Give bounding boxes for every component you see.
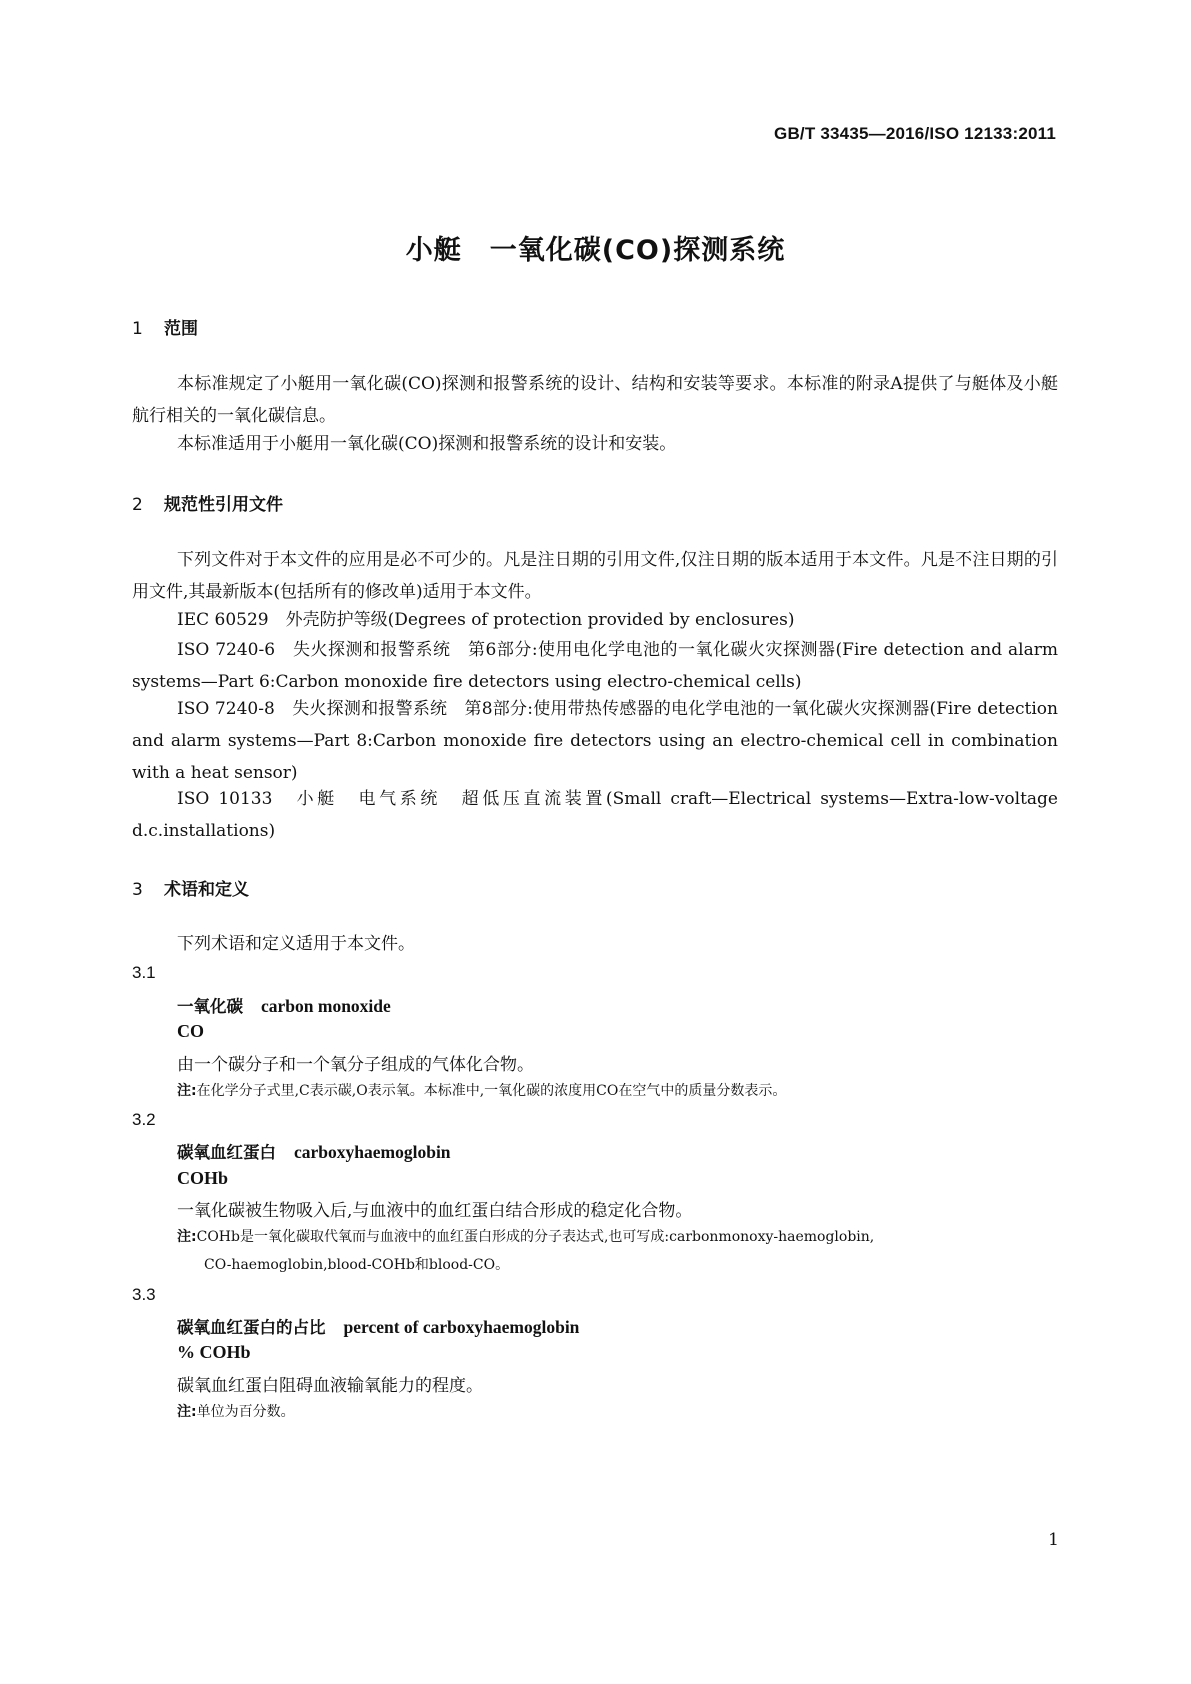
term-note bbox=[177, 1223, 1057, 1279]
term-abbreviation: COHb bbox=[177, 1168, 229, 1188]
references-intro: 下列文件对于本文件的应用是必不可少的。凡是注日期的引用文件,仅注日期的版本适用于本文件。凡是不注日期的引用文件,其最新版本(包括所有的修改单)适用于本文件。 bbox=[132, 550, 1058, 602]
section-title: 术语和定义 bbox=[164, 880, 249, 900]
term-abbreviation: CO bbox=[177, 1021, 204, 1041]
page-number: 1 bbox=[1048, 1530, 1059, 1550]
term-name bbox=[177, 993, 391, 1017]
section-1-heading bbox=[132, 314, 198, 339]
term-definition: 由一个碳分子和一个氧分子组成的气体化合物。 bbox=[177, 1055, 534, 1075]
term-note bbox=[177, 1077, 1057, 1105]
term-zh: 碳氧血红蛋白 bbox=[177, 1143, 276, 1162]
term-zh: 碳氧血红蛋白的占比 bbox=[177, 1318, 326, 1337]
scope-paragraph: 本标准规定了小艇用一氧化碳(CO)探测和报警系统的设计、结构和安装等要求。本标准的附录A提供了与艇体及小艇航行相关的一氧化碳信息。 bbox=[132, 374, 1058, 426]
term-number: 3.3 bbox=[132, 1285, 156, 1304]
section-number: 2 bbox=[132, 495, 143, 515]
term-note bbox=[177, 1398, 1057, 1426]
section-2-heading bbox=[132, 490, 283, 515]
note-label: 注: bbox=[177, 1229, 197, 1245]
term-abbreviation: % COHb bbox=[177, 1342, 251, 1362]
term-en: carboxyhaemoglobin bbox=[294, 1142, 451, 1162]
note-label: 注: bbox=[177, 1083, 197, 1099]
note-text: 单位为百分数。 bbox=[196, 1404, 295, 1420]
term-number: 3.2 bbox=[132, 1110, 156, 1129]
term-definition: 一氧化碳被生物吸入后,与血液中的血红蛋白结合形成的稳定化合物。 bbox=[177, 1201, 693, 1221]
note-label: 注: bbox=[177, 1404, 197, 1420]
reference-item: ISO 10133 小艇 电气系统 超低压直流装置(Small craft—Electrical systems—Extra-low-voltage d.c.installations) bbox=[132, 789, 1058, 841]
standard-code: GB/T 33435—2016/ISO 12133:2011 bbox=[774, 124, 1056, 143]
term-name bbox=[177, 1139, 451, 1163]
scope-paragraph: 本标准适用于小艇用一氧化碳(CO)探测和报警系统的设计和安装。 bbox=[177, 434, 677, 454]
term-zh: 一氧化碳 bbox=[177, 997, 243, 1016]
section-number: 3 bbox=[132, 880, 143, 900]
term-name bbox=[177, 1314, 579, 1338]
document-title: 小艇 一氧化碳(CO)探测系统 bbox=[405, 235, 786, 266]
term-en: carbon monoxide bbox=[261, 996, 391, 1016]
term-definition: 碳氧血红蛋白阻碍血液输氧能力的程度。 bbox=[177, 1376, 483, 1396]
section-title: 规范性引用文件 bbox=[164, 495, 283, 515]
note-text: COHb是一氧化碳取代氧而与血液中的血红蛋白形成的分子表达式,也可写成:carbonmonoxy-haemoglobin, bbox=[196, 1229, 875, 1245]
term-number: 3.1 bbox=[132, 963, 156, 982]
section-number: 1 bbox=[132, 319, 143, 339]
section-title: 范围 bbox=[164, 319, 198, 339]
section-3-heading bbox=[132, 875, 249, 900]
reference-item: ISO 7240-8 失火探测和报警系统 第8部分:使用带热传感器的电化学电池的一氧化碳火灾探测器(Fire detection and alarm systems—Part 8:Carbon monoxide fire detectors using an electro-chemical cell in combination with a heat sensor) bbox=[132, 699, 1058, 783]
term-en: percent of carboxyhaemoglobin bbox=[343, 1317, 580, 1337]
reference-item: ISO 7240-6 失火探测和报警系统 第6部分:使用电化学电池的一氧化碳火灾探测器(Fire detection and alarm systems—Part 6:Carbon monoxide fire detectors using electro-chemical cells) bbox=[132, 640, 1058, 692]
note-text: 在化学分子式里,C表示碳,O表示氧。本标准中,一氧化碳的浓度用CO在空气中的质量分数表示。 bbox=[196, 1083, 787, 1099]
terms-intro: 下列术语和定义适用于本文件。 bbox=[177, 934, 415, 954]
reference-item: IEC 60529 外壳防护等级(Degrees of protection provided by enclosures) bbox=[177, 610, 795, 630]
note-continuation: CO-haemoglobin,blood-COHb和blood-CO。 bbox=[204, 1257, 510, 1273]
